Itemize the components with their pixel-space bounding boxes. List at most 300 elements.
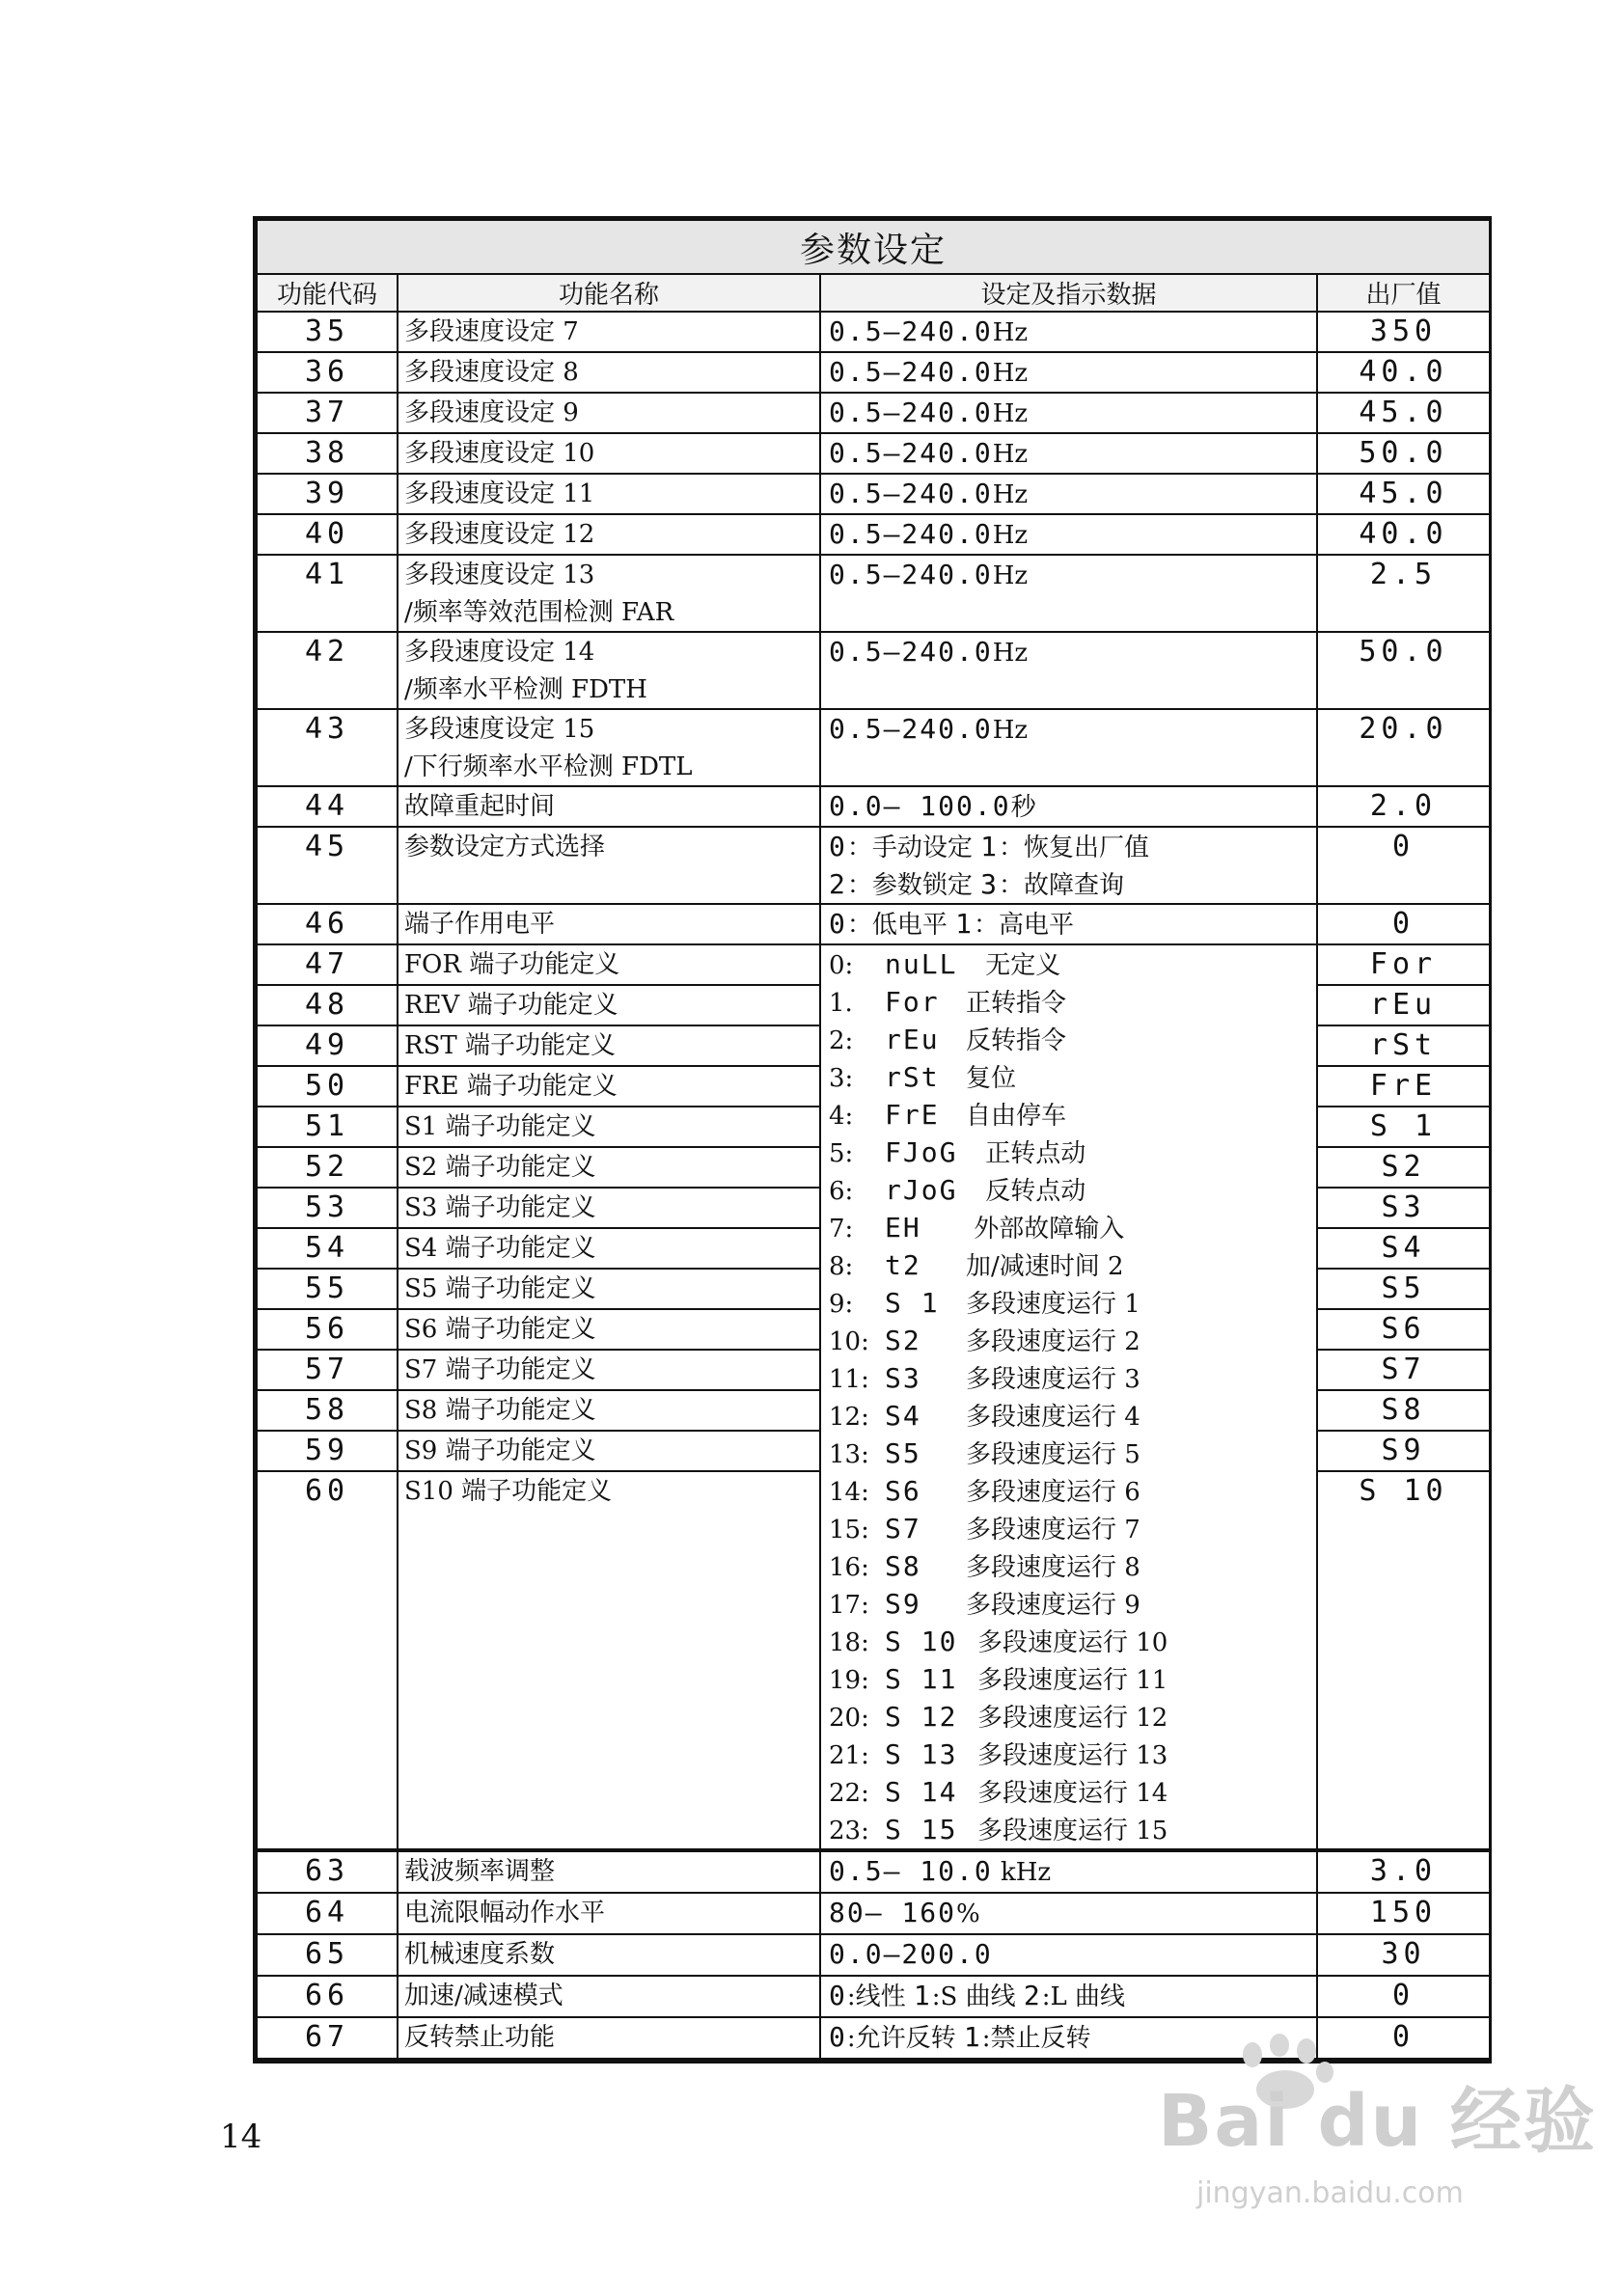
name-line: 多段速度设定 12 [404,520,595,549]
function-name: 反转禁止功能 [398,2017,820,2059]
option-index: 1. [829,989,853,1018]
value-text: :允许反转 [846,2024,964,2053]
option-text: 多段速度运行 4 [966,1403,1140,1432]
setting-data [820,555,1317,632]
factory-default: 50.0 [1317,632,1490,709]
factory-default: rEu [1317,985,1490,1025]
factory-default: 0 [1317,904,1490,944]
name-line: 多段速度设定 7 [404,317,579,346]
function-name [398,632,820,709]
factory-default: S9 [1317,1431,1490,1471]
table-row [257,393,1490,433]
option-line [829,1736,1316,1773]
table-row [257,352,1490,393]
seg-value: 0 [829,1980,847,2011]
factory-default: 150 [1317,1893,1490,1934]
option-text: 外部故障输入 [966,1215,1125,1244]
table [256,219,1491,2060]
option-text: 自由停车 [966,1102,1067,1131]
function-name: S8 端子功能定义 [398,1390,820,1431]
factory-default: S5 [1317,1269,1490,1309]
function-name [398,827,820,904]
option-line [829,1435,1316,1472]
function-code: 50 [257,1066,398,1107]
option-text: 多段速度运行 3 [966,1365,1140,1394]
option-index: 16: [829,1553,869,1582]
factory-default: 0 [1317,1976,1490,2017]
name-line: 多段速度设定 13 [404,560,595,589]
option-line [829,1585,1316,1623]
value-text: ：手动设定 [846,834,981,862]
value-text: Hz [992,318,1029,347]
option-index: 13: [829,1440,869,1469]
table-row [257,1976,1490,2017]
factory-default: S8 [1317,1390,1490,1431]
factory-default: 50.0 [1317,433,1490,474]
data-line [829,633,1316,670]
option-line [829,1510,1316,1547]
table-row [257,786,1490,827]
function-code: 53 [257,1188,398,1228]
function-code: 38 [257,433,398,474]
function-code: 43 [257,709,398,786]
option-index: 14: [829,1478,869,1507]
seg-value: 1 [980,831,999,862]
seg-value: 0.5—240.0 [829,518,993,550]
name-line: /频率水平检测 FDTH [404,675,647,704]
value-text: Hz [992,480,1029,509]
seg-value: 0.5—240.0 [829,478,993,509]
function-code: 57 [257,1350,398,1390]
option-line [829,1134,1316,1171]
option-seg: S2 [885,1325,921,1356]
option-index: 23: [829,1817,869,1845]
data-line [829,828,1316,865]
header-data: 设定及指示数据 [820,274,1317,312]
factory-default: 0 [1317,2017,1490,2059]
function-code: 49 [257,1025,398,1066]
table-row [257,514,1490,555]
value-text: :线性 [846,1982,914,2011]
function-code: 46 [257,904,398,944]
value-text: ：高电平 [973,911,1074,940]
function-code: 47 [257,944,398,985]
function-name: S4 端子功能定义 [398,1228,820,1269]
option-seg: S5 [885,1437,921,1469]
setting-data [820,514,1317,555]
setting-data [820,474,1317,514]
value-text: ：参数锁定 [846,871,981,900]
table-row [257,827,1490,904]
option-index: 21: [829,1741,869,1770]
setting-data [820,632,1317,709]
option-seg: S 12 [885,1701,958,1733]
name-line: 多段速度设定 14 [404,638,595,667]
option-seg: EH [885,1212,921,1244]
option-seg: S8 [885,1550,921,1582]
option-text: 多段速度运行 13 [977,1741,1168,1770]
seg-value: 0 [829,831,847,862]
function-name: S9 端子功能定义 [398,1431,820,1471]
option-line [829,1773,1316,1811]
option-text: 加/减速时间 2 [966,1252,1124,1281]
option-line [829,1096,1316,1134]
page-number: 14 [220,2118,262,2156]
table-row [257,904,1490,944]
function-name: FOR 端子功能定义 [398,944,820,985]
table-row [257,1893,1490,1934]
value-text: :S 曲线 [931,1982,1024,2011]
option-line [829,1246,1316,1284]
function-code: 64 [257,1893,398,1934]
function-name: S1 端子功能定义 [398,1107,820,1147]
table-row [257,433,1490,474]
name-line: 多段速度设定 9 [404,398,579,427]
function-name: FRE 端子功能定义 [398,1066,820,1107]
factory-default: 45.0 [1317,393,1490,433]
option-text: 多段速度运行 2 [966,1327,1140,1356]
option-seg: FJoG [885,1136,958,1168]
option-seg: S6 [885,1475,921,1507]
option-seg: S 14 [885,1776,958,1808]
option-text: 反转指令 [966,1026,1067,1055]
name-line: 多段速度设定 8 [404,358,579,387]
option-seg: S3 [885,1362,921,1394]
table-row [257,555,1490,632]
data-line [829,787,1316,825]
function-name [398,786,820,827]
option-line [829,1623,1316,1660]
seg-value: 0.0—200.0 [829,1938,993,1970]
option-line [829,1058,1316,1096]
seg-value: 1 [955,908,974,940]
factory-default: 40.0 [1317,514,1490,555]
seg-value: 1 [913,1980,932,2011]
function-name: 机械速度系数 [398,1934,820,1976]
factory-default: 3.0 [1317,1850,1490,1893]
function-code: 66 [257,1976,398,2017]
function-name: S3 端子功能定义 [398,1188,820,1228]
factory-default: 45.0 [1317,474,1490,514]
option-seg: S 11 [885,1663,958,1695]
option-index: 3: [829,1064,854,1093]
value-text: Hz [992,359,1029,388]
value-text: :禁止反转 [981,2024,1091,2053]
factory-default: For [1317,944,1490,985]
option-line [829,983,1316,1021]
factory-default: S 10 [1317,1471,1490,1850]
value-text: ：故障查询 [998,871,1124,900]
data-line [829,434,1316,472]
setting-data [820,904,1317,944]
function-code: 59 [257,1431,398,1471]
function-code: 48 [257,985,398,1025]
function-code: 45 [257,827,398,904]
option-seg: rSt [885,1061,940,1093]
function-code: 65 [257,1934,398,1976]
setting-data [820,1934,1317,1976]
option-line [829,1021,1316,1058]
option-seg: S 15 [885,1814,958,1845]
setting-data [820,433,1317,474]
option-seg: t2 [885,1249,921,1281]
table-row [257,1934,1490,1976]
function-code: 42 [257,632,398,709]
value-text: Hz [992,561,1029,590]
function-name [398,312,820,352]
seg-value: 1 [963,2021,982,2053]
parameter-table [253,216,1492,2064]
table-row [257,632,1490,709]
option-index: 8: [829,1252,854,1281]
data-line [829,313,1316,350]
option-seg: S 13 [885,1738,958,1770]
factory-default: S2 [1317,1147,1490,1188]
function-code: 56 [257,1309,398,1350]
option-index: 11: [829,1365,869,1394]
data-line [829,475,1316,512]
name-line: 多段速度设定 11 [404,479,595,508]
seg-value: 0 [829,908,847,940]
header-name: 功能名称 [398,274,820,312]
function-code: 51 [257,1107,398,1147]
factory-default: 0 [1317,827,1490,904]
watermark-logo: Bai du 经验 [1158,2080,1597,2163]
option-index: 22: [829,1779,869,1808]
option-text: 多段速度运行 7 [966,1516,1140,1544]
option-line [829,945,1316,983]
option-line [829,1397,1316,1435]
table-row [257,474,1490,514]
value-text: Hz [992,639,1029,668]
name-line: 故障重起时间 [404,792,556,821]
value-text: kHz [992,1858,1052,1887]
option-seg: S 10 [885,1626,958,1657]
factory-default: 20.0 [1317,709,1490,786]
table-title: 参数设定 [257,220,1490,274]
function-code: 44 [257,786,398,827]
option-line [829,1322,1316,1359]
setting-data [820,393,1317,433]
option-text: 多段速度运行 8 [966,1553,1140,1582]
function-name: RST 端子功能定义 [398,1025,820,1066]
option-index: 10: [829,1327,869,1356]
function-code: 55 [257,1269,398,1309]
option-index: 7: [829,1215,854,1244]
factory-default: 350 [1317,312,1490,352]
setting-data [820,352,1317,393]
option-index: 15: [829,1516,869,1544]
option-seg: S4 [885,1400,921,1432]
value-text: :L 曲线 [1041,1982,1126,2011]
option-index: 17: [829,1591,869,1620]
function-code: 54 [257,1228,398,1269]
function-code: 60 [257,1471,398,1850]
seg-value: 0.5—240.0 [829,396,993,428]
option-seg: S7 [885,1513,921,1544]
option-seg: S9 [885,1588,921,1620]
setting-data [820,827,1317,904]
option-line [829,1472,1316,1510]
name-line: /频率等效范围检测 FAR [404,598,674,627]
seg-value: 0.0— 100.0 [829,790,1011,822]
value-text: 秒 [1010,793,1036,822]
option-line [829,1660,1316,1698]
header-default: 出厂值 [1317,274,1490,312]
option-text: 多段速度运行 1 [966,1290,1140,1319]
function-name [398,555,820,632]
option-seg: S 1 [885,1287,940,1319]
function-code: 36 [257,352,398,393]
name-line: 参数设定方式选择 [404,833,606,861]
value-text: Hz [992,440,1029,469]
option-seg: rJoG [885,1174,958,1206]
option-text: 复位 [966,1064,1017,1093]
function-name: S10 端子功能定义 [398,1471,820,1850]
seg-value: 0 [829,2021,847,2053]
setting-data [820,786,1317,827]
value-text: % [956,1900,980,1928]
factory-default: S7 [1317,1350,1490,1390]
option-index: 2: [829,1026,854,1055]
option-index: 4: [829,1102,854,1131]
option-index: 20: [829,1704,869,1733]
option-seg: rEu [885,1024,940,1055]
terminal-options [820,944,1317,1850]
function-name: REV 端子功能定义 [398,985,820,1025]
function-name [398,474,820,514]
function-name: S6 端子功能定义 [398,1309,820,1350]
setting-data [820,709,1317,786]
factory-default: 30 [1317,1934,1490,1976]
function-name: 电流限幅动作水平 [398,1893,820,1934]
function-name [398,352,820,393]
factory-default: FrE [1317,1066,1490,1107]
value-text: Hz [992,399,1029,428]
function-name: S5 端子功能定义 [398,1269,820,1309]
option-text: 正转点动 [977,1139,1086,1168]
data-line [829,710,1316,748]
seg-value: 2 [829,868,847,900]
option-index: 0: [829,951,854,980]
seg-value: 0.5—240.0 [829,636,993,668]
value-text: Hz [992,716,1029,745]
seg-value: 0.5—240.0 [829,356,993,388]
seg-value: 3 [980,868,999,900]
function-name [398,514,820,555]
option-seg: FrE [885,1099,940,1131]
seg-value: 0.5—240.0 [829,315,993,347]
table-row [257,312,1490,352]
name-line: 多段速度设定 15 [404,715,595,744]
data-line [829,394,1316,431]
option-index: 5: [829,1139,854,1168]
function-code: 40 [257,514,398,555]
factory-default: 2.5 [1317,555,1490,632]
factory-default: S3 [1317,1188,1490,1228]
option-index: 6: [829,1177,854,1206]
option-text: 反转点动 [977,1177,1086,1206]
data-line [829,515,1316,553]
factory-default: S6 [1317,1309,1490,1350]
function-name: S2 端子功能定义 [398,1147,820,1188]
function-code: 67 [257,2017,398,2059]
function-name [398,433,820,474]
option-text: 正转指令 [966,989,1067,1018]
option-line [829,1171,1316,1209]
seg-value: 2 [1023,1980,1042,2011]
option-seg: For [885,986,940,1018]
factory-default: S 1 [1317,1107,1490,1147]
data-line [829,353,1316,391]
factory-default: rSt [1317,1025,1490,1066]
setting-data [820,312,1317,352]
name-line: 多段速度设定 10 [404,439,595,468]
factory-default: 40.0 [1317,352,1490,393]
function-name [398,393,820,433]
data-line [829,556,1316,593]
name-line: 端子作用电平 [404,910,556,939]
header-code: 功能代码 [257,274,398,312]
option-index: 18: [829,1628,869,1657]
setting-data [820,1850,1317,1893]
value-text: Hz [992,521,1029,550]
function-name [398,709,820,786]
option-index: 9: [829,1290,854,1319]
function-name: 加速/减速模式 [398,1976,820,2017]
seg-value: 0.5— 10.0 [829,1855,993,1887]
option-index: 12: [829,1403,869,1432]
seg-value: 0.5—240.0 [829,437,993,469]
option-line [829,1209,1316,1246]
option-line [829,1547,1316,1585]
name-line: /下行频率水平检测 FDTL [404,752,693,781]
table-row [257,1850,1490,1893]
data-line [829,865,1316,903]
function-code: 58 [257,1390,398,1431]
factory-default: 2.0 [1317,786,1490,827]
option-text: 多段速度运行 6 [966,1478,1140,1507]
option-text: 多段速度运行 10 [977,1628,1168,1657]
function-code: 37 [257,393,398,433]
value-text: ：恢复出厂值 [998,834,1149,862]
function-name: 载波频率调整 [398,1850,820,1893]
option-index: 19: [829,1666,869,1695]
option-text: 多段速度运行 9 [966,1591,1140,1620]
option-text: 多段速度运行 15 [977,1817,1168,1845]
option-line [829,1359,1316,1397]
function-name [398,904,820,944]
value-text: ：低电平 [846,911,956,940]
option-text: 多段速度运行 12 [977,1704,1168,1733]
function-code: 52 [257,1147,398,1188]
option-line [829,1811,1316,1848]
seg-value: 80— 160 [829,1897,957,1928]
function-name: S7 端子功能定义 [398,1350,820,1390]
option-text: 多段速度运行 14 [977,1779,1168,1808]
option-text: 无定义 [977,951,1061,980]
function-code: 39 [257,474,398,514]
data-line [829,905,1316,943]
seg-value: 0.5—240.0 [829,713,993,745]
table-row [257,944,1490,985]
watermark-url: jingyan.baidu.com [1196,2176,1464,2210]
seg-value: 0.5—240.0 [829,559,993,590]
option-seg: nuLL [885,948,958,980]
function-code: 41 [257,555,398,632]
option-text: 多段速度运行 11 [977,1666,1168,1695]
setting-data [820,1893,1317,1934]
